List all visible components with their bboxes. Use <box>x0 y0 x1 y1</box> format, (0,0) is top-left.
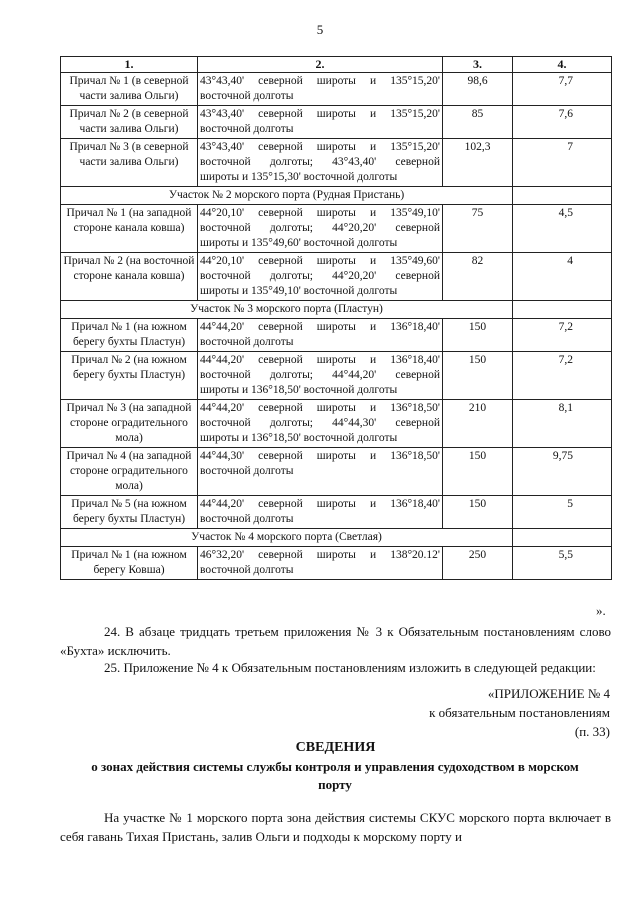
berth-length: 150 <box>443 496 513 529</box>
berth-depth: 9,75 <box>513 448 612 496</box>
berth-coordinates <box>198 547 443 580</box>
coordinates-line: 44°44,20' северной широты и 136°18,40' <box>200 321 440 333</box>
berth-length: 102,3 <box>443 139 513 187</box>
berth-coordinates <box>198 448 443 496</box>
appendix-clause: (п. 33) <box>574 724 610 739</box>
berth-length: 98,6 <box>443 73 513 106</box>
berth-name: Причал № 2 (в северной части залива Ольги) <box>61 106 198 139</box>
berth-coordinates <box>198 106 443 139</box>
table-row <box>61 496 612 529</box>
berth-length: 250 <box>443 547 513 580</box>
coordinates-line: 43°43,40' северной широты и 135°15,20' <box>200 75 440 87</box>
section-title: Участок № 2 морского порта (Рудная Пристань) <box>61 187 513 205</box>
section-empty-cell <box>513 301 612 319</box>
coordinates-line: восточной долготы <box>200 90 294 102</box>
table-body <box>61 73 612 580</box>
berth-depth: 5 <box>513 496 612 529</box>
berth-coordinates <box>198 139 443 187</box>
berth-coordinates <box>198 400 443 448</box>
coordinates-line: 44°44,20' северной широты и 136°18,40' <box>200 498 440 510</box>
header-col-2: 2. <box>198 57 443 73</box>
berth-depth: 4 <box>513 253 612 301</box>
berth-name: Причал № 1 (в северной части залива Ольги) <box>61 73 198 106</box>
header-col-1: 1. <box>61 57 198 73</box>
berth-depth: 4,5 <box>513 205 612 253</box>
berth-length: 150 <box>443 319 513 352</box>
coordinates-line: восточной долготы <box>200 513 294 525</box>
document-subheading: о зонах действия системы службы контроля и управления судоходством в морском порту <box>91 759 579 792</box>
berth-name: Причал № 3 (в северной части залива Ольги) <box>61 139 198 187</box>
berth-coordinates <box>198 73 443 106</box>
coordinates-line: восточной долготы; 44°20,20' северной <box>200 222 440 234</box>
coordinates-line: 43°43,40' северной широты и 135°15,20' <box>200 141 440 153</box>
section-row <box>61 301 612 319</box>
berth-length: 210 <box>443 400 513 448</box>
berth-name: Причал № 3 (на западной стороне оградительного мола) <box>61 400 198 448</box>
berth-name: Причал № 4 (на западной стороне оградительного мола) <box>61 448 198 496</box>
coordinates-line: 46°32,20' северной широты и 138°20.12' <box>200 549 440 561</box>
section-row <box>61 529 612 547</box>
coordinates-line: 44°44,20' северной широты и 136°18,40' <box>200 354 440 366</box>
appendix-reference: к обязательным постановлениям <box>429 705 610 720</box>
table-row <box>61 253 612 301</box>
coordinates-line: восточной долготы <box>200 465 294 477</box>
section-empty-cell <box>513 529 612 547</box>
coordinates-line: восточной долготы; 44°20,20' северной <box>200 270 440 282</box>
table-row <box>61 205 612 253</box>
coordinates-line: широты и 135°49,10' восточной долготы <box>200 285 398 297</box>
berth-depth: 7,7 <box>513 73 612 106</box>
berth-depth: 7,6 <box>513 106 612 139</box>
berth-length: 82 <box>443 253 513 301</box>
berth-name: Причал № 1 (на южном берегу Ковша) <box>61 547 198 580</box>
document-heading: СВЕДЕНИЯ <box>295 740 376 755</box>
table-row <box>61 139 612 187</box>
coordinates-line: широты и 136°18,50' восточной долготы <box>200 432 398 444</box>
table-row <box>61 547 612 580</box>
coordinates-line: восточной долготы <box>200 123 294 135</box>
closing-quote: ». <box>596 603 606 618</box>
table-row <box>61 400 612 448</box>
section-row <box>61 187 612 205</box>
paragraph-24: 24. В абзаце тридцать третьем приложения № 3 к Обязательным постановлениям слово «Бухта» исключить. <box>60 624 611 658</box>
section-empty-cell <box>513 187 612 205</box>
appendix-label: «ПРИЛОЖЕНИЕ № 4 <box>487 686 610 701</box>
coordinates-line: широты и 135°49,60' восточной долготы <box>200 237 398 249</box>
berth-depth: 7,2 <box>513 319 612 352</box>
berth-name: Причал № 2 (на восточной стороне канала ковша) <box>61 253 198 301</box>
coordinates-line: восточной долготы; 43°43,40' северной <box>200 156 440 168</box>
table-header-row <box>61 57 612 73</box>
berth-depth: 8,1 <box>513 400 612 448</box>
coordinates-line: 44°44,30' северной широты и 136°18,50' <box>200 450 440 462</box>
section-title: Участок № 4 морского порта (Светлая) <box>61 529 513 547</box>
paragraph-final: На участке № 1 морского порта зона действия системы СКУС морского порта включает в себя гавань Тихая Пристань, залив Ольги и подходы к морскому порту и <box>60 810 611 844</box>
table-row <box>61 106 612 139</box>
berth-depth: 7,2 <box>513 352 612 400</box>
berth-coordinates <box>198 496 443 529</box>
coordinates-line: широты и 135°15,30' восточной долготы <box>200 171 398 183</box>
berth-coordinates <box>198 253 443 301</box>
table-row <box>61 352 612 400</box>
berth-length: 75 <box>443 205 513 253</box>
coordinates-line: восточной долготы <box>200 564 294 576</box>
coordinates-line: восточной долготы; 44°44,20' северной <box>200 369 440 381</box>
berth-coordinates <box>198 205 443 253</box>
coordinates-line: широты и 136°18,50' восточной долготы <box>200 384 398 396</box>
coordinates-line: 44°44,20' северной широты и 136°18,50' <box>200 402 440 414</box>
berth-depth: 5,5 <box>513 547 612 580</box>
berth-table <box>60 56 612 580</box>
page-number: 5 <box>316 22 324 37</box>
paragraph-25: 25. Приложение № 4 к Обязательным постановлениям изложить в следующей редакции: <box>104 660 596 675</box>
coordinates-line: восточной долготы <box>200 336 294 348</box>
berth-depth: 7 <box>513 139 612 187</box>
berth-length: 85 <box>443 106 513 139</box>
coordinates-line: 44°20,10' северной широты и 135°49,10' <box>200 207 440 219</box>
berth-name: Причал № 1 (на западной стороне канала ковша) <box>61 205 198 253</box>
coordinates-line: восточной долготы; 44°44,30' северной <box>200 417 440 429</box>
coordinates-line: 43°43,40' северной широты и 135°15,20' <box>200 108 440 120</box>
coordinates-line: 44°20,10' северной широты и 135°49,60' <box>200 255 440 267</box>
berth-length: 150 <box>443 352 513 400</box>
header-col-3: 3. <box>443 57 513 73</box>
berth-name: Причал № 5 (на южном берегу бухты Пластун) <box>61 496 198 529</box>
table-row <box>61 319 612 352</box>
berth-coordinates <box>198 319 443 352</box>
table-row <box>61 73 612 106</box>
berth-coordinates <box>198 352 443 400</box>
berth-name: Причал № 2 (на южном берегу бухты Пластун) <box>61 352 198 400</box>
section-title: Участок № 3 морского порта (Пластун) <box>61 301 513 319</box>
berth-name: Причал № 1 (на южном берегу бухты Пластун) <box>61 319 198 352</box>
berth-length: 150 <box>443 448 513 496</box>
header-col-4: 4. <box>513 57 612 73</box>
table-row <box>61 448 612 496</box>
